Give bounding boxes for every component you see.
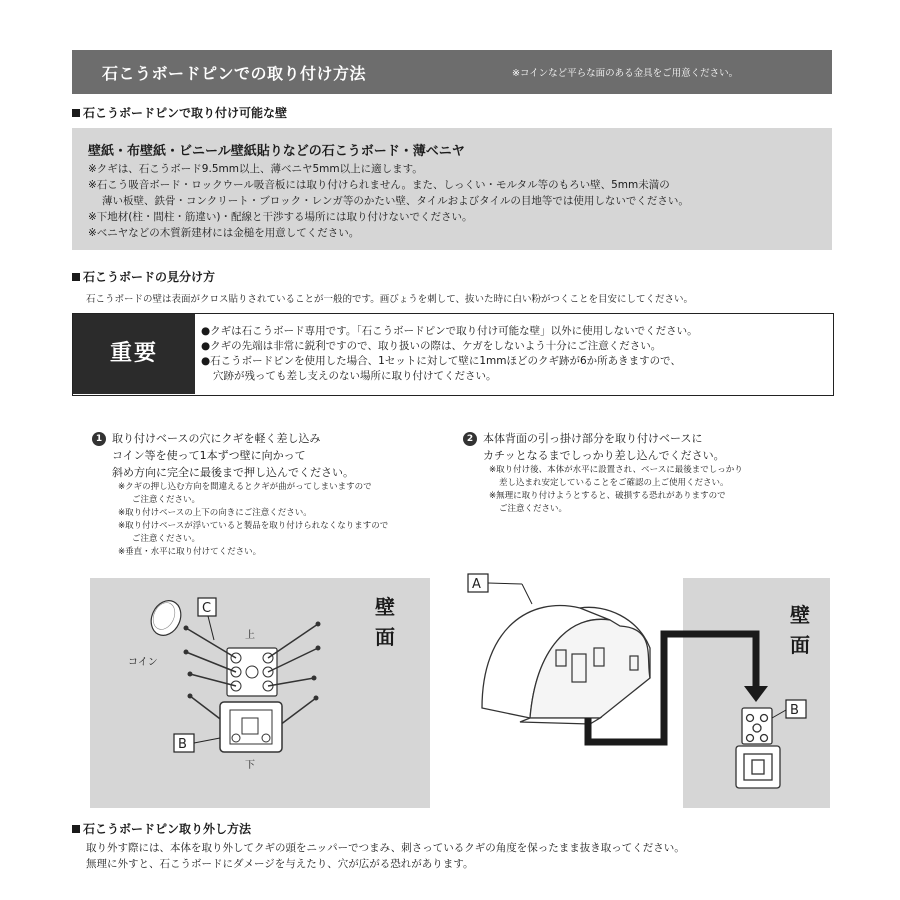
step-2 [463,430,743,516]
removal-line: 無理に外すと、石こうボードにダメージを与えたり、穴が広がる恐れがあります。 [86,858,474,870]
step-1-diagram [90,578,430,808]
header-note: ※コインなど平らな面のある金具をご用意ください。 [512,68,739,79]
wall-note: ※クギは、石こうボード9.5mm以上、薄ベニヤ5mm以上に適します。 [88,163,423,175]
page-title: 石こうボードピンでの取り付け方法 [102,64,367,83]
label-c: C [202,601,212,616]
step-note: 差し込まれ安定していることをご確認の上ご使用ください。 [499,478,729,488]
wall-label: 壁 面 [790,603,810,657]
step-text: 本体背面の引っ掛け部分を取り付けベースに [483,432,703,445]
important-list [201,324,698,384]
step-note: ※取り付けベースが浮いていると製品を取り付けられなくなりますので [118,521,389,531]
removal-line: 取り外す際には、本体を取り外してクギの頭をニッパーでつまみ、刺さっているクギの角度を保ったまま抜き取ってください。 [86,842,685,854]
mounted-base [736,708,780,788]
label-b: B [178,737,187,752]
step-note: ※垂直・水平に取り付けてください。 [118,547,262,557]
coin-label: コイン [128,657,158,668]
step-text: 取り付けベースの穴にクギを軽く差し込み [112,432,321,445]
step-note: ※無理に取り付けようとすると、破損する恐れがありますので [489,491,726,501]
board-description: 石こうボードの壁は表面がクロス貼りされていることが一般的です。画びょうを刺して、抜いた時に白い粉がつくことを目安にしてください。 [86,294,694,305]
important-item: ●クギは石こうボード専用です。「石こうボードピンで取り付け可能な壁」以外に使用しないでください。 [201,325,698,337]
label-a: A [472,577,481,592]
step-1-figure [90,578,430,808]
top-label: 上 [245,630,255,641]
important-label: 重要 [73,314,195,394]
wall-note: 薄い板壁、鉄骨・コンクリート・ブロック・レンガ等のかたい壁、タイルおよびタイルの目地等では使用しないでください。 [102,195,689,207]
wall-note: ※ベニヤなどの木質新建材には金槌を用意してください。 [88,227,360,239]
step-note: ※クギの押し込む方向を間違えるとクギが曲がってしまいますので [118,482,372,492]
step-1 [92,430,388,559]
step-note: ※取り付けベースの上下の向きにご注意ください。 [118,508,312,518]
arrow-head-icon [744,686,768,702]
label-b: B [790,703,799,718]
step-text: 斜め方向に完全に最後まで押し込んでください。 [112,466,354,479]
wall-box-title: 壁紙・布壁紙・ビニール壁紙貼りなどの石こうボード・薄ベニヤ [88,144,465,159]
removal-text [86,840,685,872]
step-number: 1 [92,432,106,446]
removal-section-heading: 石こうボードピン取り外し方法 [72,820,251,837]
wall-label: 壁 面 [375,595,395,649]
step-text: カチッとなるまでしっかり差し込んでください。 [483,449,725,462]
step-note: ご注意ください。 [499,504,568,514]
step-note: ※取り付け後、本体が水平に設置され、ベースに最後までしっかり [489,465,743,475]
step-2-diagram [460,568,840,808]
step-number: 2 [463,432,477,446]
important-item: ●クギの先端は非常に鋭利ですので、取り扱いの際は、ケガをしないよう十分にご注意ください。 [201,340,662,352]
step-note: ご注意ください。 [132,534,201,544]
bottom-label: 下 [245,760,255,771]
step-text: コイン等を使って1本ずつ壁に向かって [112,449,306,462]
wall-note: ※石こう吸音ボード・ロックウール吸音板には取り付けられません。また、しっくい・モルタル等のもろい壁、5mm未満の [88,179,670,191]
header-bar [72,50,832,94]
wall-info-box [72,128,832,250]
important-box [72,313,834,396]
board-section-heading: 石こうボードの見分け方 [72,268,215,285]
wall-note: ※下地材(柱・間柱・筋違い)・配線と干渉する場所には取り付けないでください。 [88,211,473,223]
important-item: ●石こうボードピンを使用した場合、1セットに対して壁に1mmほどのクギ跡が6か所あきますので、 [201,355,681,367]
step-note: ご注意ください。 [132,495,201,505]
wall-section-heading: 石こうボードピンで取り付け可能な壁 [72,104,287,121]
important-item: 穴跡が残っても差し支えのない場所に取り付けてください。 [213,370,497,382]
